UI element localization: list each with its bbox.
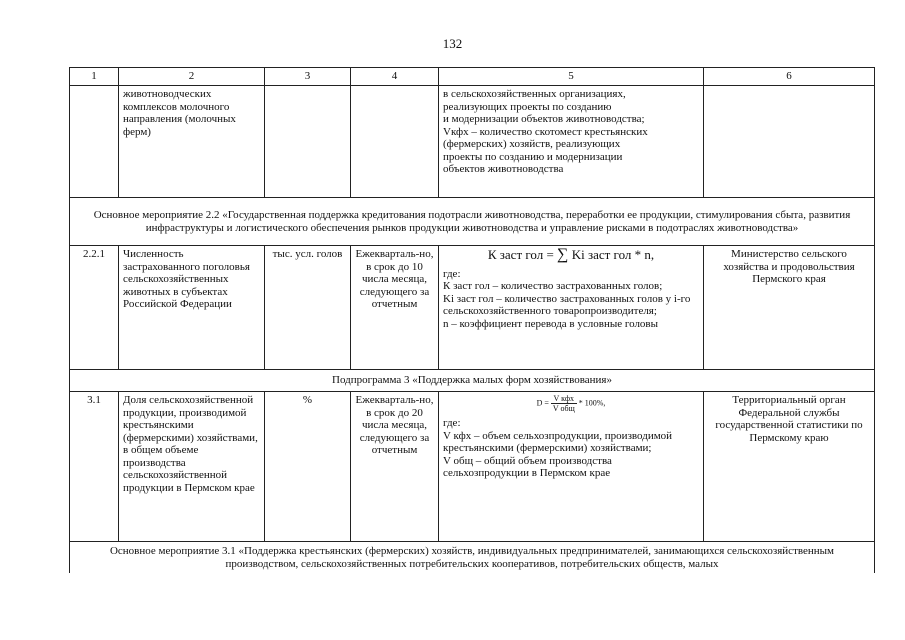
calculation-method — [439, 392, 704, 542]
cont-method-line: реализующих проекты по созданию — [443, 100, 612, 113]
header-cell-3: 3 — [265, 68, 351, 86]
cont-method-line: проекты по созданию и модернизации — [443, 150, 623, 163]
header-row — [70, 68, 875, 86]
indicator-name: Доля сельскохозяйственной продукции, производимой крестьянскими (фермерскими) хозяйствами, в общем объеме производства сельскохозяйственной продукции в Пермском крае — [119, 392, 265, 542]
header-cell-2: 2 — [119, 68, 265, 86]
method-line: V кфх – объем сельхозпродукции, производимой крестьянскими (фермерскими) хозяйствами; — [443, 429, 673, 454]
table-row-continuation — [70, 86, 875, 198]
cont-method-cell — [439, 86, 704, 198]
cont-period-cell — [351, 86, 439, 198]
section-3-1-title: Основное мероприятие 3.1 «Поддержка крестьянских (фермерских) хозяйств, индивидуальных предпринимателей, занимающихся сельскохозяйственным производством, сельскохозяйственных потребительских кооперативов, потребительских обществ, малых — [70, 542, 875, 574]
sum-symbol: ∑ — [557, 246, 569, 263]
cont-method-line: в сельскохозяйственных организациях, — [443, 88, 626, 100]
formula-tail: * 100%, — [576, 398, 606, 408]
formula-d: D = — [536, 398, 551, 408]
cont-indicator-name: животноводческих комплексов молочного направления (молочных ферм) — [119, 86, 265, 198]
method-line: V общ – общий объем производства сельхозпродукции в Пермском крае — [443, 454, 612, 479]
cont-method-line: и модернизации объектов животноводства; — [443, 113, 645, 125]
header-cell-4: 4 — [351, 68, 439, 86]
row-number: 3.1 — [70, 392, 119, 542]
data-source: Территориальный орган Федеральной службы государственной статистики по Пермскому краю — [704, 392, 875, 542]
unit-of-measure: тыс. усл. голов — [265, 246, 351, 370]
section-2-2-title: Основное мероприятие 2.2 «Государственная поддержка кредитования подотрасли животноводства, переработки ее продукции, стимулирования сбыта, развития инфраструктуры и логистического обеспечения рынков продукции животноводства и управление рисками в подотраслях животноводства» — [70, 198, 875, 246]
fraction-numerator: V кфх — [551, 394, 577, 404]
cont-source-cell — [704, 86, 875, 198]
calculation-method — [439, 246, 704, 370]
header-cell-5: 5 — [439, 68, 704, 86]
method-line: где: — [443, 267, 461, 280]
formula-fraction — [551, 394, 577, 413]
section-row-2-2 — [70, 198, 875, 246]
cont-method-line: (фермерских) хозяйств, реализующих — [443, 138, 621, 150]
table-row-3-1 — [70, 392, 875, 542]
indicator-name: Численность застрахованного поголовья сельскохозяйственных животных в субъектах Российской Федерации — [119, 246, 265, 370]
fraction-denominator: V общ — [552, 404, 575, 413]
reporting-period: Ежекварталь-но, в срок до 10 числа месяца, следующего за отчетным — [351, 246, 439, 370]
subprogram-row-3 — [70, 370, 875, 392]
formula-left: К заст гол = — [487, 247, 558, 262]
cont-method-line: объектов животноводства — [443, 163, 564, 175]
row-number: 2.2.1 — [70, 246, 119, 370]
method-line: Ki заст гол – количество застрахованных голов у i-го сельскохозяйственного товаропроизводителя; — [443, 292, 691, 317]
method-line: n – коэффициент перевода в условные головы — [443, 317, 659, 330]
indicators-table — [69, 67, 875, 573]
subprogram-3-title: Подпрограмма 3 «Поддержка малых форм хозяйствования» — [70, 370, 875, 392]
page-number: 132 — [442, 36, 463, 51]
method-line: где: — [443, 417, 461, 429]
data-source: Министерство сельского хозяйства и продовольствия Пермского края — [704, 246, 875, 370]
cont-method-line: Vкфх – количество скотомест крестьянских — [443, 125, 648, 138]
cont-unit-cell — [265, 86, 351, 198]
unit-of-measure: % — [265, 392, 351, 542]
reporting-period: Ежекварталь-но, в срок до 20 числа месяца, следующего за отчетным — [351, 392, 439, 542]
header-cell-6: 6 — [704, 68, 875, 86]
insured-livestock-formula — [443, 246, 699, 263]
section-row-3-1 — [70, 542, 875, 574]
method-line: К заст гол – количество застрахованных голов; — [443, 280, 663, 292]
table-row-2-2-1 — [70, 246, 875, 370]
header-cell-1: 1 — [70, 68, 119, 86]
share-formula — [443, 394, 699, 413]
formula-right: Ki заст гол * n, — [568, 247, 655, 262]
cont-num-cell — [70, 86, 119, 198]
